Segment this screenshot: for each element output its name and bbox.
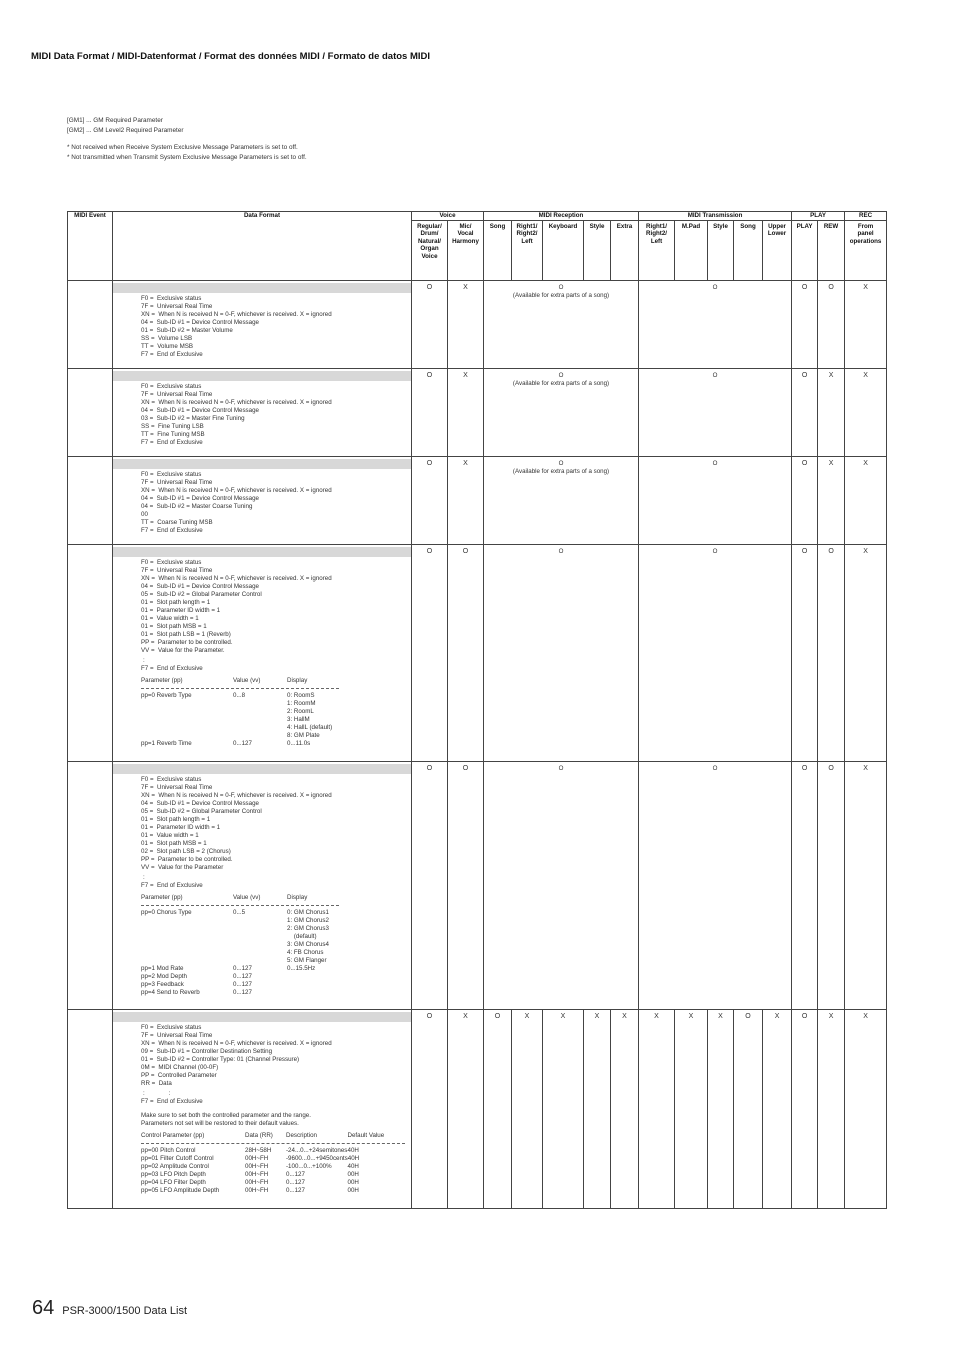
control-row — [141, 1163, 409, 1171]
transmission-col-header: Style — [708, 220, 734, 280]
control-cell: 00H — [347, 1170, 359, 1178]
continuation-marker: : : — [143, 1089, 171, 1097]
control-cell: 28H~58H — [245, 1146, 272, 1154]
reception-mark: X — [512, 1009, 543, 1208]
parameter-table — [113, 890, 411, 997]
control-cell: pp=01 Filter Cutoff Control — [141, 1154, 214, 1162]
midi-data-table — [67, 211, 887, 1209]
transmission-col-header: Right1/ Right2/ Left — [639, 220, 675, 280]
data-format-text: F0 = Exclusive status 7F = Universal Real Time XN = When N is received N = 0-F, whichever is received. X = ignored 04 = Sub-ID #1 = Device Control Message 04 = Sub-ID #2 = Master Coarse Tuning 00 TT = Coarse Tuning MSB F7 = End of Exclusive — [141, 470, 332, 534]
table-row — [68, 280, 887, 368]
parameter-cell: 0...11.0s — [287, 739, 311, 747]
rec-mark: X — [845, 544, 887, 761]
continuation-marker: : — [143, 656, 145, 664]
play-mark: O — [818, 280, 845, 368]
parameter-header-cell: Value (vv) — [233, 893, 261, 901]
parameter-cell: pp=0 Chorus Type — [141, 908, 192, 916]
voice-mark: O — [412, 456, 448, 544]
message-bar — [113, 764, 411, 774]
table-row — [68, 761, 887, 1009]
message-bar — [113, 283, 411, 293]
transmission-col-header: M.Pad — [675, 220, 708, 280]
control-header-cell: Description — [286, 1131, 317, 1139]
voice-mark: O — [448, 544, 484, 761]
gm2-note: [GM2] ... GM Level2 Required Parameter — [67, 126, 184, 134]
play-mark: O — [792, 368, 818, 456]
parameter-cell: 0: GM Chorus1 1: GM Chorus2 2: GM Chorus3 (default) 3: GM Chorus4 4: FB Chorus 5: GM Flanger — [287, 908, 329, 964]
voice-mark: X — [448, 1009, 484, 1208]
page-footer — [32, 1297, 187, 1320]
control-cell: 40H — [347, 1146, 359, 1154]
parameter-header-cell: Parameter (pp) — [141, 676, 183, 684]
control-cell: pp=02 Amplitude Control — [141, 1162, 209, 1170]
voice-mark: X — [448, 280, 484, 368]
reception-mark: X — [611, 1009, 639, 1208]
parameter-cell: 0...5 — [233, 908, 246, 916]
parameter-row — [141, 740, 409, 748]
voice-header: Voice — [412, 212, 484, 221]
control-cell: 00H~FH — [245, 1178, 269, 1186]
parameter-cell: 0...127 0...127 0...127 0...127 — [233, 964, 252, 996]
play-col-header: REW — [818, 220, 845, 280]
parameter-row — [141, 692, 409, 740]
control-cell: 40H — [347, 1154, 360, 1162]
control-header-cell: Default Value — [347, 1131, 385, 1139]
reception-header: MIDI Reception — [484, 212, 639, 221]
gm-legend — [67, 116, 184, 135]
parameter-row — [141, 909, 409, 965]
voice-col-header: Regular/ Drum/ Natural/ Organ Voice — [412, 220, 448, 280]
transmission-mark: X — [708, 1009, 734, 1208]
play-mark: O — [818, 761, 845, 1009]
end-of-exclusive: F7 = End of Exclusive — [141, 664, 203, 672]
data-format-text: F0 = Exclusive status 7F = Universal Real Time XN = When N is received N = 0-F, whichever is received. X = ignored 04 = Sub-ID #1 = Device Control Message 05 = Sub-ID #2 = Global Parameter Control 01 = Slot path length = 1 01 = Parameter ID width = 1 01 = Value width = 1 01 = Slot path MSB = 1 01 = Slot path LSB = 1 (Reverb) PP = Parameter to be controlled. VV = Value for the Parameter. — [141, 558, 332, 654]
rec-mark: X — [845, 456, 887, 544]
end-of-exclusive: F7 = End of Exclusive — [141, 1097, 203, 1105]
voice-mark: O — [412, 544, 448, 761]
play-mark: O — [792, 1009, 818, 1208]
voice-mark: O — [412, 1009, 448, 1208]
data-format-header: Data Format — [113, 212, 412, 281]
data-format-cell — [113, 368, 412, 456]
control-cell: 0...127 — [286, 1186, 305, 1194]
play-mark: X — [818, 456, 845, 544]
play-col-header: PLAY — [792, 220, 818, 280]
control-cell: 40H — [347, 1162, 359, 1170]
parameter-cell: 0...15.5Hz — [287, 964, 316, 972]
midi-event-cell — [68, 761, 113, 1009]
transmission-mark: O — [639, 280, 792, 368]
voice-mark: O — [412, 280, 448, 368]
data-format-cell — [113, 456, 412, 544]
data-format-cell — [113, 280, 412, 368]
control-parameter-table — [113, 1128, 411, 1195]
rec-mark: X — [845, 1009, 887, 1208]
midi-event-cell — [68, 456, 113, 544]
control-cell: 00H~FH — [245, 1170, 269, 1178]
transmission-mark: O — [734, 1009, 763, 1208]
play-mark: O — [792, 456, 818, 544]
table-row — [68, 456, 887, 544]
parameter-cell: pp=0 Reverb Type — [141, 691, 192, 699]
rec-mark: X — [845, 761, 887, 1009]
voice-col-header: Mic/ Vocal Harmony — [448, 220, 484, 280]
transmit-note: * Not transmitted when Transmit System Exclusive Message Parameters is set to off. — [67, 153, 307, 161]
transmission-mark: O — [639, 544, 792, 761]
parameter-header-cell: Value (vv) — [233, 676, 261, 684]
reception-mark: O (Available for extra parts of a song) — [484, 456, 639, 544]
midi-event-cell — [68, 280, 113, 368]
control-row — [141, 1155, 409, 1163]
data-format-cell — [113, 761, 412, 1009]
reception-col-header: Right1/ Right2/ Left — [512, 220, 543, 280]
reception-col-header: Extra — [611, 220, 639, 280]
end-of-exclusive: F7 = End of Exclusive — [141, 881, 203, 889]
reception-mark: O (Available for extra parts of a song) — [484, 368, 639, 456]
table-header-row — [68, 212, 887, 221]
control-row — [141, 1147, 409, 1155]
continuation-marker: : — [143, 873, 145, 881]
play-mark: O — [818, 544, 845, 761]
midi-event-header: MIDI Event — [68, 212, 113, 281]
transmission-mark: X — [763, 1009, 792, 1208]
parameter-header-cell: Display — [287, 893, 308, 901]
reception-mark: X — [584, 1009, 611, 1208]
play-mark: O — [792, 761, 818, 1009]
dashed-divider — [141, 905, 339, 906]
midi-event-cell — [68, 1009, 113, 1208]
transmission-mark: O — [639, 456, 792, 544]
control-header-cell: Control Parameter (pp) — [141, 1131, 205, 1139]
transmission-mark: X — [675, 1009, 708, 1208]
table-row — [68, 1009, 887, 1208]
control-header-cell: Data (RR) — [245, 1131, 273, 1139]
parameter-row — [141, 965, 409, 997]
control-cell: 0...127 — [286, 1170, 305, 1178]
parameter-header-cell: Display — [287, 676, 308, 684]
play-mark: X — [818, 368, 845, 456]
voice-mark: X — [448, 368, 484, 456]
reception-mark: O — [484, 544, 639, 761]
parameter-cell: 0...8 — [233, 691, 246, 699]
voice-mark: O — [412, 761, 448, 1009]
dashed-divider — [141, 1143, 405, 1144]
midi-event-cell — [68, 544, 113, 761]
data-format-text: F0 = Exclusive status 7F = Universal Real Time XN = When N is received N = 0-F, whichever is received. X = ignored 04 = Sub-ID #1 = Device Control Message 01 = Sub-ID #2 = Master Volume SS = Volume LSB TT = Volume MSB F7 = End of Exclusive — [141, 294, 332, 358]
data-format-cell — [113, 544, 412, 761]
voice-mark: O — [448, 761, 484, 1009]
reception-col-header: Song — [484, 220, 512, 280]
parameter-cell: pp=1 Mod Rate pp=2 Mod Depth pp=3 Feedback pp=4 Send to Reverb — [141, 964, 200, 996]
control-cell: pp=04 LFO Filter Depth — [141, 1178, 206, 1186]
transmission-col-header: Upper Lower — [763, 220, 792, 280]
control-cell: pp=03 LFO Pitch Depth — [141, 1170, 206, 1178]
voice-mark: O — [412, 368, 448, 456]
play-header: PLAY — [792, 212, 845, 221]
exclusive-notes — [67, 143, 307, 162]
control-cell: pp=00 Pitch Control — [141, 1146, 196, 1154]
play-mark: O — [792, 280, 818, 368]
page-title: MIDI Data Format / MIDI-Datenformat / Format des données MIDI / Formato de datos MIDI — [31, 51, 431, 62]
transmission-mark: O — [639, 761, 792, 1009]
control-row — [141, 1187, 409, 1195]
receive-note: * Not received when Receive System Exclusive Message Parameters is set to off. — [67, 144, 298, 151]
play-mark: O — [792, 544, 818, 761]
parameter-cell: 0...127 — [233, 739, 252, 747]
data-format-cell — [113, 1009, 412, 1208]
message-bar — [113, 371, 411, 381]
control-cell: -100...0...+100% — [286, 1162, 332, 1170]
control-cell: -24...0...+24semitones — [286, 1146, 348, 1154]
rec-col-header: From panel operations — [845, 220, 887, 280]
rec-header: REC — [845, 212, 887, 221]
control-cell: -9600...0...+9450cents — [286, 1154, 348, 1162]
control-cell: pp=05 LFO Amplitude Depth — [141, 1186, 220, 1194]
rec-mark: X — [845, 368, 887, 456]
voice-mark: X — [448, 456, 484, 544]
control-cell: 00H~FH — [245, 1186, 269, 1194]
midi-event-cell — [68, 368, 113, 456]
transmission-header: MIDI Transmission — [639, 212, 792, 221]
transmission-mark: O — [639, 368, 792, 456]
reception-mark: O — [484, 761, 639, 1009]
control-cell: 00H~FH — [245, 1154, 269, 1162]
control-cell: 00H~FH — [245, 1162, 269, 1170]
control-table-header — [141, 1132, 409, 1140]
range-note: Make sure to set both the controlled parameter and the range. Parameters not set will be restored to their default values. — [141, 1111, 311, 1127]
message-bar — [113, 1012, 411, 1022]
control-row — [141, 1179, 409, 1187]
parameter-cell: 0: RoomS 1: RoomM 2: RoomL 3: HallM 4: HallL (default) 8: GM Plate — [287, 691, 333, 739]
document-title: PSR-3000/1500 Data List — [62, 1305, 187, 1317]
data-format-text: F0 = Exclusive status 7F = Universal Real Time XN = When N is received N = 0-F, whichever is received. X = ignored 09 = Sub-ID #1 = Controller Destination Setting 01 = Sub-ID #2 = Controller Type: 01 (Channel Pressure) 0M = MIDI Channel (00-0F) PP = Controlled Parameter RR = Data — [141, 1023, 332, 1087]
parameter-table-header — [141, 677, 409, 685]
gm1-note: [GM1] ... GM Required Parameter — [67, 117, 163, 124]
table-row — [68, 544, 887, 761]
dashed-divider — [141, 688, 339, 689]
play-mark: X — [818, 1009, 845, 1208]
rec-mark: X — [845, 280, 887, 368]
data-format-text: F0 = Exclusive status 7F = Universal Real Time XN = When N is received N = 0-F, whichever is received. X = ignored 04 = Sub-ID #1 = Device Control Message 05 = Sub-ID #2 = Global Parameter Control 01 = Slot path length = 1 01 = Parameter ID width = 1 01 = Value width = 1 01 = Slot path MSB = 1 02 = Slot path LSB = 2 (Chorus) PP = Parameter to be controlled. VV = Value for the Parameter — [141, 775, 332, 871]
page-number: 64 — [32, 1297, 55, 1319]
parameter-cell: pp=1 Reverb Time — [141, 739, 192, 747]
parameter-header-cell: Parameter (pp) — [141, 893, 183, 901]
reception-col-header: Keyboard — [543, 220, 584, 280]
parameter-table-header — [141, 894, 409, 902]
parameter-table — [113, 673, 411, 748]
message-bar — [113, 547, 411, 557]
data-format-text: F0 = Exclusive status 7F = Universal Real Time XN = When N is received N = 0-F, whichever is received. X = ignored 04 = Sub-ID #1 = Device Control Message 03 = Sub-ID #2 = Master Fine Tuning SS = Fine Tuning LSB TT = Fine Tuning MSB F7 = End of Exclusive — [141, 382, 332, 446]
reception-mark: X — [543, 1009, 584, 1208]
control-cell: 0...127 — [286, 1178, 305, 1186]
reception-mark: O — [484, 1009, 512, 1208]
reception-mark: O (Available for extra parts of a song) — [484, 280, 639, 368]
control-row — [141, 1171, 409, 1179]
message-bar — [113, 459, 411, 469]
control-cell: 00H — [347, 1178, 359, 1186]
transmission-col-header: Song — [734, 220, 763, 280]
reception-col-header: Style — [584, 220, 611, 280]
transmission-mark: X — [639, 1009, 675, 1208]
control-cell: 00H — [347, 1186, 359, 1194]
table-row — [68, 368, 887, 456]
